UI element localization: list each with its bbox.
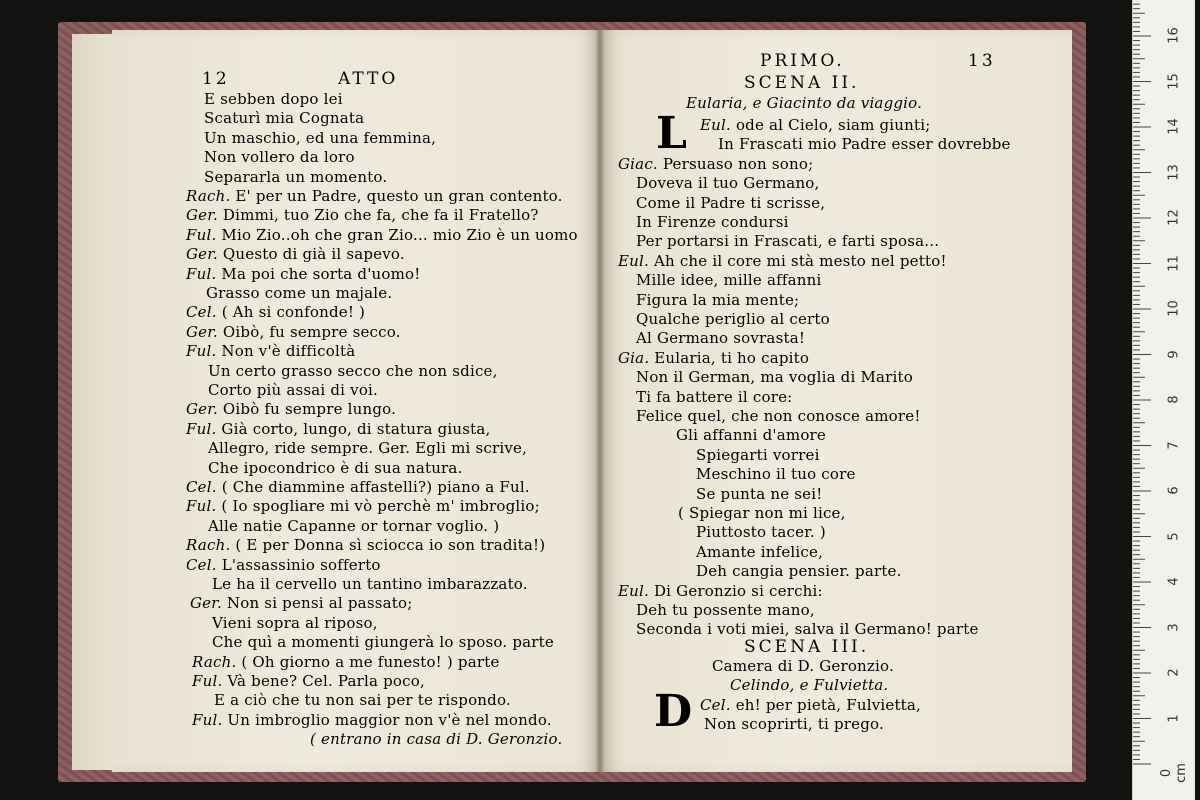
speaker-name: Eul.	[700, 116, 731, 134]
drop-cap-l: L	[656, 108, 687, 159]
text-line	[696, 543, 823, 562]
text-line	[186, 556, 381, 575]
text-line	[212, 614, 378, 633]
text-line	[186, 342, 355, 361]
text-line	[186, 420, 490, 439]
speaker-name: Ful.	[186, 419, 217, 438]
line-text: Non scoprirti, ti prego.	[704, 715, 884, 733]
line-text: Doveva il tuo Germano,	[636, 174, 820, 193]
text-line	[618, 349, 809, 368]
text-line	[186, 187, 563, 206]
text-line	[696, 562, 902, 581]
line-text: Deh cangia pensier. parte.	[696, 562, 902, 581]
text-line	[700, 116, 930, 135]
line-text: In Frascati mio Padre esser dovrebbe	[718, 135, 1011, 154]
line-text: Un imbroglio maggior non v'è nel mondo.	[227, 710, 552, 729]
speaker-name: Ger.	[186, 322, 218, 341]
text-line	[704, 715, 884, 734]
text-line	[206, 284, 392, 303]
text-line	[192, 653, 500, 672]
text-line	[208, 381, 378, 400]
line-text: Di Geronzio si cerchi:	[653, 581, 823, 600]
measuring-ruler	[1132, 0, 1195, 800]
ruler-unit-label: 0 cm	[1159, 763, 1189, 783]
scene-2-title: SCENA II.	[744, 73, 860, 93]
scene-3-title: SCENA III.	[744, 637, 870, 657]
text-line	[636, 213, 789, 232]
line-text: Se punta ne sei!	[696, 484, 823, 503]
line-text: Separarla un momento.	[204, 167, 388, 186]
line-text: Deh tu possente mano,	[636, 601, 815, 619]
text-line	[204, 109, 364, 128]
line-text: E' per un Padre, questo un gran contento.	[235, 187, 563, 205]
book-gutter	[596, 30, 604, 772]
line-text: Che ipocondrico è di sua natura.	[208, 458, 463, 477]
line-text: ode al Cielo, siam giunti;	[735, 116, 931, 134]
line-text: Corto più assai di voi.	[208, 381, 379, 399]
text-line	[204, 129, 436, 148]
text-line	[636, 388, 792, 407]
speaker-name: Ger.	[190, 594, 222, 613]
text-line	[186, 323, 401, 342]
line-text: Per portarsi in Frascati, e farti sposa...	[636, 232, 940, 251]
text-line	[208, 439, 527, 458]
ruler-number: 10	[1166, 300, 1182, 317]
scene-2-characters: Eularia, e Giacinto da viaggio.	[686, 94, 923, 112]
ruler-number: 9	[1166, 349, 1182, 359]
text-line	[696, 446, 820, 465]
text-line	[636, 310, 830, 329]
ruler-number: 2	[1166, 668, 1182, 677]
line-text: Meschino il tuo core	[696, 465, 856, 484]
text-line	[636, 291, 799, 310]
ruler-number: 4	[1166, 577, 1182, 586]
text-line	[636, 601, 815, 620]
text-line	[186, 400, 396, 419]
text-line	[186, 245, 405, 264]
text-line	[636, 232, 939, 251]
line-text: Non il German, ma voglia di Marito	[636, 368, 913, 387]
text-line	[204, 168, 387, 187]
drop-cap-d: D	[654, 686, 693, 737]
left-page-number: 12	[202, 69, 230, 89]
line-text: In Firenze condursi	[636, 213, 789, 231]
text-line	[186, 206, 539, 225]
text-line	[186, 226, 578, 245]
line-text: Figura la mia mente;	[636, 290, 800, 309]
text-line	[636, 174, 820, 193]
line-text: Un certo grasso secco che non sdice,	[208, 361, 498, 380]
text-line	[676, 426, 826, 445]
line-text: Grasso come un majale.	[206, 284, 393, 302]
text-line	[700, 696, 921, 715]
line-text: Allegro, ride sempre. Ger. Egli mi scrive,	[208, 439, 528, 458]
text-line	[618, 582, 823, 601]
line-text: E sebben dopo lei	[204, 90, 343, 108]
text-line	[186, 536, 545, 555]
text-line	[212, 575, 528, 594]
text-line	[696, 523, 826, 542]
ruler-number: 14	[1166, 118, 1182, 135]
line-text: Persuaso non sono;	[662, 154, 814, 173]
text-line	[208, 362, 498, 381]
line-text: Scaturì mia Cognata	[204, 109, 365, 128]
text-line	[186, 303, 365, 322]
line-text: Al Germano sovrasta!	[636, 329, 806, 348]
text-line	[186, 478, 530, 497]
text-line	[192, 711, 552, 730]
speaker-name: Ger.	[186, 206, 218, 225]
speaker-name: Rach.	[186, 536, 231, 555]
line-text: ( Spiegar non mi lice,	[678, 504, 846, 522]
line-text: E a ciò che tu non sai per te rispondo.	[214, 691, 511, 710]
ruler-number: 13	[1166, 163, 1182, 181]
speaker-name: Ful.	[192, 672, 223, 690]
ruler-number: 5	[1166, 531, 1182, 541]
line-text: Oibò fu sempre lungo.	[222, 400, 397, 419]
line-text: Oibò, fu sempre secco.	[222, 322, 401, 341]
text-line	[204, 148, 355, 167]
line-text: ( Io spogliare mi vò perchè m' imbroglio;	[221, 497, 540, 516]
scene-3-characters: Celindo, e Fulvietta.	[730, 676, 889, 694]
line-text: Alle natie Capanne or tornar voglio. )	[208, 516, 500, 535]
text-line	[186, 497, 540, 516]
line-text: Ma poi che sorta d'uomo!	[221, 264, 421, 283]
line-text: Che quì a momenti giungerà lo sposo. parte	[212, 633, 554, 652]
speaker-name: Ful.	[186, 342, 217, 361]
line-text: ( Che diammine affastelli?) piano a Ful.	[221, 478, 530, 496]
line-text: Come il Padre ti scrisse,	[636, 193, 826, 212]
line-text: Le ha il cervello un tantino imbarazzato.	[212, 575, 528, 593]
line-text: Gli affanni d'amore	[676, 426, 826, 445]
text-line	[636, 407, 921, 426]
text-line	[636, 271, 821, 290]
line-text: Un maschio, ed una femmina,	[204, 128, 437, 147]
line-text: Eularia, ti ho capito	[654, 348, 810, 367]
line-text: Vieni sopra al riposo,	[212, 613, 378, 632]
text-line	[696, 485, 823, 504]
left-running-head: ATTO	[338, 69, 399, 89]
text-line	[208, 459, 463, 478]
speaker-name: Cel.	[186, 555, 217, 574]
line-text: Seconda i voti miei, salva il Germano! parte	[636, 620, 979, 639]
ruler-number: 6	[1166, 486, 1182, 495]
text-line	[186, 265, 421, 284]
line-text: Amante infelice,	[696, 542, 824, 561]
right-running-head: PRIMO.	[760, 51, 845, 71]
line-text: Mio Zio..oh che gran Zio... mio Zio è un uomo	[221, 225, 578, 244]
line-text: Dimmi, tuo Zio che fa, che fa il Fratello?	[222, 206, 539, 225]
ruler-number: 16	[1166, 27, 1182, 44]
speaker-name: Ger.	[186, 400, 218, 419]
line-text: eh! per pietà, Fulvietta,	[735, 696, 922, 714]
text-line	[310, 730, 563, 749]
speaker-name: Cel.	[186, 303, 217, 322]
text-line	[212, 633, 554, 652]
speaker-name: Ful.	[186, 264, 217, 283]
text-line	[636, 329, 805, 348]
text-line	[192, 672, 425, 691]
line-text: Qualche periglio al certo	[636, 310, 830, 328]
speaker-name: Ful.	[186, 497, 217, 516]
text-line	[636, 368, 913, 387]
text-line	[636, 194, 825, 213]
line-text: Và bene? Cel. Parla poco,	[227, 672, 425, 690]
speaker-name: Ger.	[186, 245, 218, 264]
text-line	[214, 691, 511, 710]
text-line	[696, 465, 856, 484]
line-text: ( Oh giorno a me funesto! ) parte	[241, 652, 500, 671]
speaker-name: Eul.	[618, 251, 649, 270]
line-text: Non v'è difficoltà	[221, 342, 356, 361]
text-line	[204, 90, 343, 109]
speaker-name: Rach.	[186, 187, 231, 205]
line-text: Questo di già il sapevo.	[222, 245, 405, 264]
ruler-number: 12	[1166, 209, 1182, 226]
line-text: Piuttosto tacer. )	[696, 523, 826, 542]
ruler-number: 8	[1166, 395, 1182, 404]
speaker-name: Eul.	[618, 581, 649, 600]
ruler-number: 7	[1166, 440, 1182, 450]
speaker-name: Gia.	[618, 348, 650, 367]
ruler-number: 1	[1166, 713, 1182, 723]
line-text: Già corto, lungo, di statura giusta,	[221, 419, 491, 438]
line-text: L'assassinio sofferto	[221, 555, 381, 574]
ruler-ticks	[1133, 0, 1195, 800]
ruler-number: 11	[1166, 254, 1182, 272]
line-text: Ah che il core mi stà mesto nel petto!	[653, 251, 947, 270]
ruler-number: 15	[1166, 72, 1182, 90]
right-page-number: 13	[968, 51, 996, 71]
line-text: Spiegarti vorrei	[696, 445, 820, 464]
ruler-number: 3	[1166, 622, 1182, 632]
line-text: Felice quel, che non conosce amore!	[636, 407, 921, 425]
line-text: ( Ah si confonde! )	[221, 303, 366, 322]
flyleaf	[72, 34, 116, 770]
text-line	[618, 155, 813, 174]
line-text: Non vollero da loro	[204, 148, 355, 167]
speaker-name: Cel.	[700, 696, 731, 714]
text-line	[190, 594, 412, 613]
text-line	[678, 504, 846, 523]
line-text: ( E per Donna sì sciocca io son tradita!)	[235, 536, 546, 555]
speaker-name: Ful.	[192, 710, 223, 729]
speaker-name: Giac.	[618, 154, 658, 173]
line-text: ( entrano in casa di D. Geronzio.	[310, 730, 563, 749]
line-text: Non si pensi al passato;	[226, 594, 413, 613]
line-text: Ti fa battere il core:	[636, 387, 793, 406]
text-line	[208, 517, 499, 536]
scene-3-place: Camera di D. Geronzio.	[712, 657, 894, 675]
text-line	[718, 135, 1011, 154]
text-line	[618, 252, 947, 271]
speaker-name: Ful.	[186, 225, 217, 244]
speaker-name: Cel.	[186, 478, 217, 496]
speaker-name: Rach.	[192, 652, 237, 671]
line-text: Mille idee, mille affanni	[636, 271, 822, 290]
